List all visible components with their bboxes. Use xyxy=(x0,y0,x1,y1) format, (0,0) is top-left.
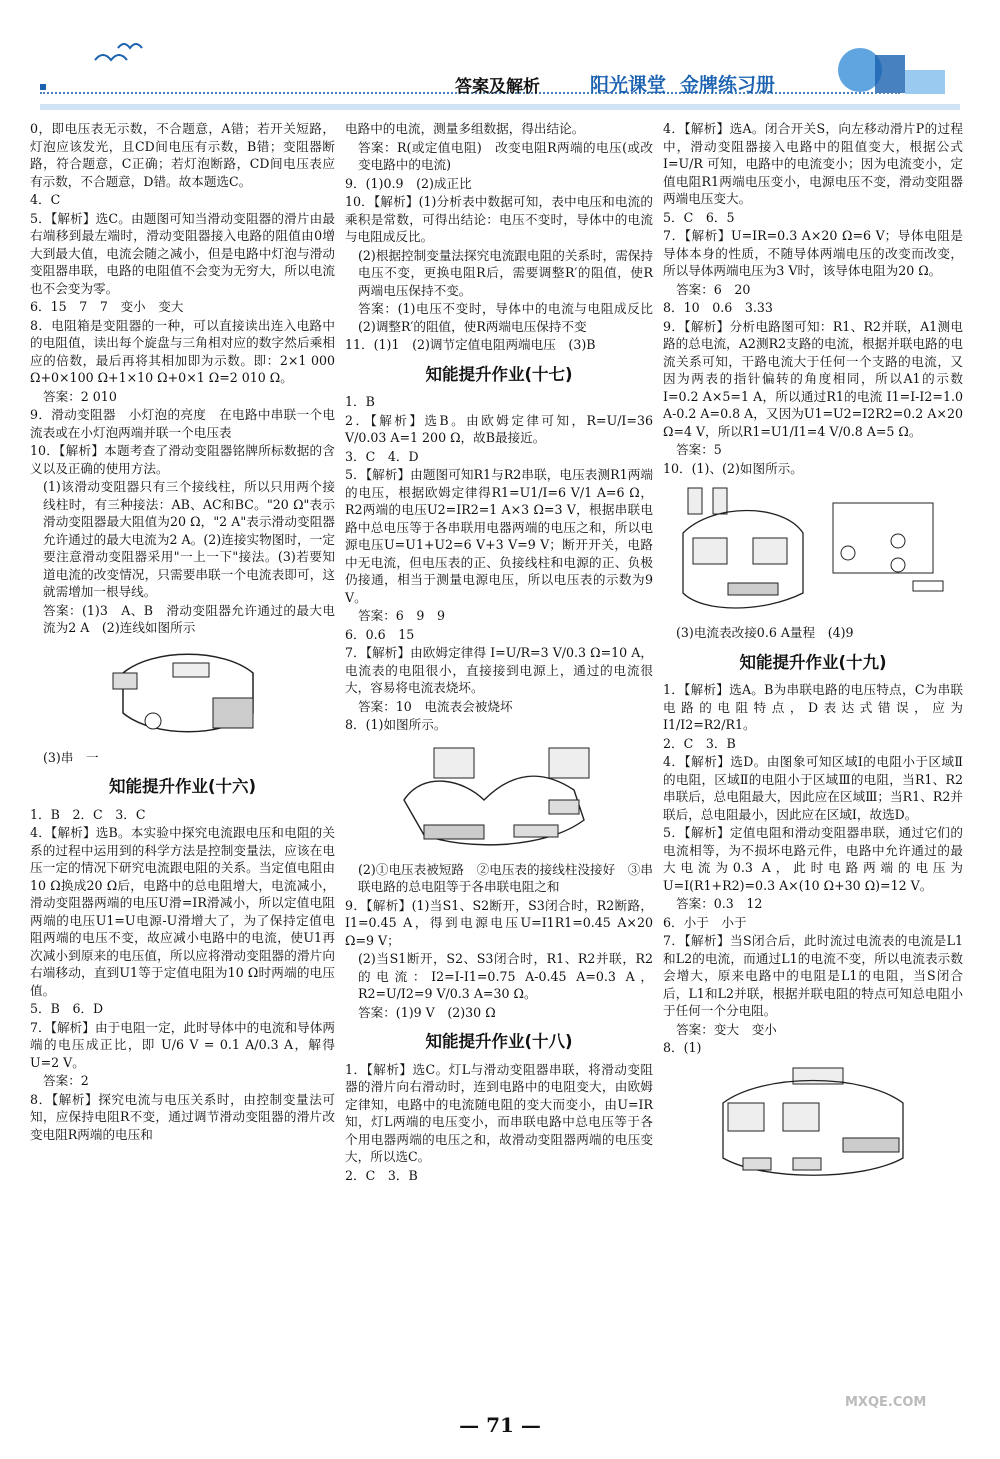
text-para: 5．C 6．5 xyxy=(663,209,735,225)
text-para: 8．【解析】探究电流与电压关系时，由控制变量法可知，应保持电阻R不变，通过调节滑动变阻器的滑片改变电阻R两端的电压和 xyxy=(30,1091,335,1142)
text-para: 2．【解析】选B。由欧姆定律可知，R=U/I=36 V/0.03 A=1 200 Ω，故B最接近。 xyxy=(345,412,653,445)
answer-line: (3)电流表改接0.6 A量程 (4)9 xyxy=(676,625,854,640)
column-3 xyxy=(663,120,963,1189)
page-header xyxy=(0,0,1000,118)
header-title: 答案及解析 xyxy=(455,77,540,97)
text-para: 9．(1)0.9 (2)成正比 xyxy=(345,175,472,191)
bird-icon xyxy=(118,44,142,48)
text-para: 8．(1)如图所示。 xyxy=(345,717,447,732)
section-title-17: 知能提升作业(十七) xyxy=(425,364,573,384)
circuit-figure xyxy=(384,740,614,855)
text-para: 10．【解析】(1)分析表中数据可知，表中电压和电流的乘积是常数，可得出结论：电压不变时，导体中的电流与电阻成反比。 xyxy=(345,194,653,244)
text-para: 1．B xyxy=(345,394,375,409)
text-para: 8．(1) xyxy=(663,1040,702,1055)
text-para: 8．10 0.6 3.33 xyxy=(663,300,773,315)
text-para: 4．【解析】选A。闭合开关S，向左移动滑片P的过程中，滑动变阻器接入电路中的阻值变大，根据公式 I=U/R 可知，电路中的电流变小；因为电流变小，定值电阻R1两端电压变小，电源电压不变，滑动变阻器两端电压变大。 xyxy=(663,121,963,206)
text-para: 5．B 6．D xyxy=(30,1001,104,1016)
answer-line: 答案：R(或定值电阻) 改变电阻R两端的电压(或改变电路中的电流) xyxy=(358,139,653,172)
text-para: 2．C 3．B xyxy=(663,735,736,751)
watermark: MXQE.COM xyxy=(845,1395,927,1410)
page-number: — 71 — xyxy=(459,1413,541,1437)
answer-line: 答案：0.3 12 xyxy=(676,896,763,911)
text-para: (1)该滑动变阻器只有三个接线柱，所以只用两个接线柱时，有三种接法：AB、AC和BC。"20 Ω"表示滑动变阻器最大阻值为20 Ω，"2 A"表示滑动变阻器允许通过的最大电流为2 A。(2)连接实物图时，一定要注意滑动变阻器采用"一上一下"接法。(3)若要知道电流的改变情况，只需要串联一个电流表即可，这就需增加一根导线。 xyxy=(43,479,335,599)
answer-line: 答案：(1)电压不变时，导体中的电流与电阻成反比 (2)调整R′的阻值，使R两端电压保持不变 xyxy=(358,301,666,334)
text-para: 9．【解析】分析电路图可知：R1、R2并联，A1测电路的总电流，A2测R2支路的电流，根据并联电路的电流关系可知，干路电流大于任何一个支路的电流，又因为两表的指针偏转的角度相同，所以A1的示数 I=0.2 A×5=1 A，所以通过R1的电流 I1=I-I2=1.0 A-0.2 A=0.8 A，又因为U1=U2=I2R2=0.2 A×20 Ω=4 V，所以R1=U1/I1=4 V/0.8 A=5 Ω。 xyxy=(663,318,963,439)
header-brand xyxy=(590,70,789,97)
text-para: 11．(1)1 (2)调节定值电阻两端电压 (3)B xyxy=(345,337,596,352)
text-para: 10．(1)、(2)如图所示。 xyxy=(663,460,803,476)
text-para: (2)①电压表被短路 ②电压表的接线柱没接好 ③串联电路的总电阻等于各串联电阻之和 xyxy=(358,861,653,894)
text-para: 7．【解析】由欧姆定律得 I=U/R=3 V/0.3 Ω=10 A，电流表的电阻很小，直接接到电源上，通过的电流很大，容易将电流表烧坏。 xyxy=(345,645,653,695)
text-para: 2．C 3．B xyxy=(345,1167,418,1183)
text-para: 8．电阻箱是变阻器的一种，可以直接读出连入电路中的电阻值，读出每个旋盘与三角相对应的数字然后乘相应的倍数，最后再将其相加即为示数。即：2×1 000 Ω+0×100 Ω+1×10 Ω+0×1 Ω=2 010 Ω。 xyxy=(30,317,335,385)
text-para: 6．小于 小于 xyxy=(663,914,747,930)
text-para: 4．【解析】选B。本实验中探究电流跟电压和电阻的关系的过程中运用到的科学方法是控制变量法，应该在电压一定的情况下研究电流跟电阻的关系。当定值电阻由10 Ω换成20 Ω后，电路中的总电阻增大，电流减小，滑动变阻器两端的电压U滑=IR滑减小，所以定值电阻两端的电压U1=U电源-U滑增大了，为了保持定值电阻两端的电压不变，故应减小电路中的电流，使U1再次减小到原来的电压值，所以应将滑动变阻器的滑片向右端移动，直到U1等于定值电阻为10 Ω时两端的电压值。 xyxy=(30,825,335,998)
brand-a: 阳光课堂 xyxy=(590,74,667,96)
text-para: 4．【解析】选D。由图象可知区域Ⅰ的电阻小于区域Ⅱ的电阻，区域Ⅱ的电阻小于区域Ⅲ的电阻，当R1、R2串联后，总电阻最大，因此应在区域Ⅲ；当R1、R2并联后，总电阻最小，因此应在区域Ⅰ，故选D。 xyxy=(663,754,963,822)
text-para: 0，即电压表无示数，不合题意，A错；若开关短路，灯泡应该发光，且CD间电压有示数，B错；变阻器断路，符合题意，C正确；若灯泡断路，CD间电压表应有示数，不合题意，D错。故本题选C。 xyxy=(30,121,335,189)
brand-b: 金牌练习册 xyxy=(680,74,776,96)
text-para: 4．C xyxy=(30,192,61,207)
circuit-figure xyxy=(703,1063,923,1183)
text-para: (2)根据控制变量法探究电流跟电阻的关系时，需保持电压不变，更换电阻R后，需要调整R′的阻值，使R两端电压保持不变。 xyxy=(358,247,653,298)
circuit-figure xyxy=(673,483,953,618)
answer-line: 答案：5 xyxy=(676,442,722,457)
text-para: 5．【解析】定值电阻和滑动变阻器串联，通过它们的电流相等，为不损坏电路元件，电路中允许通过的最大电流为0.3 A，此时电路两端的电压为U=I(R1+R2)=0.3 A×(10 Ω+30 Ω)=12 V。 xyxy=(663,825,963,893)
text-para: (2)当S1断开，S2、S3闭合时，R1、R2并联，R2的电流：I2=I-I1=0.75 A-0.45 A=0.3 A，R2=U/I2=9 V/0.3 A=30 Ω。 xyxy=(358,951,653,1001)
answer-line: 答案：10 电流表会被烧坏 xyxy=(358,698,513,714)
answer-line: 答案：变大 变小 xyxy=(676,1021,777,1037)
text-para: 10．【解析】本题考查了滑动变阻器铭牌所标数据的含义以及正确的使用方法。 xyxy=(30,443,335,476)
column-1 xyxy=(30,120,335,1144)
text-para: 7．【解析】由于电阻一定，此时导体中的电流和导体两端的电压成正比，即 U/6 V = 0.1 A/0.3 A，解得U=2 V。 xyxy=(30,1019,335,1070)
text-para: 9．【解析】(1)当S1、S2断开，S3闭合时，R2断路，I1=0.45 A，得到电源电压U=I1R1=0.45 A×20 Ω=9 V； xyxy=(345,897,653,948)
text-para: 6．0.6 15 xyxy=(345,626,415,642)
answer-line: 答案：2 xyxy=(43,1073,89,1088)
text-para: 1．B 2．C 3．C xyxy=(30,806,146,822)
header-decoration xyxy=(0,0,1000,118)
text-para: 9．滑动变阻器 小灯泡的亮度 在电路中串联一个电流表或在小灯泡两端并联一个电压表 xyxy=(30,407,335,440)
bird-icon xyxy=(95,55,127,60)
column-2 xyxy=(345,120,666,1185)
text-para: 6．15 7 7 变小 变大 xyxy=(30,299,184,314)
text-para: 5．【解析】选C。由题图可知当滑动变阻器的滑片由最右端移到最左端时，滑动变阻器接入电路的阻值由0增大到最大值，电流会随之减小，但是电路中灯泡与滑动变阻器串联，电路的电阻值不会变为无穷大，所以电流也不会变为零。 xyxy=(30,210,335,296)
text-para: 5．【解析】由题图可知R1与R2串联，电压表测R1两端的电压，根据欧姆定律得R1=U1/I=6 V/1 A=6 Ω，R2两端的电压U2=IR2=1 A×3 Ω=3 V，根据串联电路中总电压等于各串联用电器两端的电压之和，所以电源电压U=U1+U2=6 V+3 V=9 V；断开开关，电路中无电流，但电压表的正、负接线柱和电源的正、负极仍接通，相当于测量电源电压，所以电压表的示数为9 V。 xyxy=(345,467,653,605)
text-para: 电路中的电流，测量多组数据，得出结论。 xyxy=(345,121,585,136)
answer-line: (3)串 一 xyxy=(43,749,99,765)
answer-line: 答案：6 20 xyxy=(676,281,751,297)
answer-line: 答案：2 010 xyxy=(43,388,117,404)
text-para: 1．【解析】选A。B为串联电路的电压特点，C为串联电路的电阻特点，D表达式错误，应为 I1/I2=R2/R1。 xyxy=(663,682,963,732)
section-title-18: 知能提升作业(十八) xyxy=(425,1032,573,1051)
section-title-19: 知能提升作业(十九) xyxy=(739,652,887,672)
text-para: 3．C 4．D xyxy=(345,448,419,464)
answer-line: 答案：6 9 9 xyxy=(358,608,446,623)
text-para: 7．【解析】U=IR=0.3 A×20 Ω=6 V；导体电阻是导体本身的性质，不随导体两端电压的改变而改变，所以导体两端电压为3 V时，该导体电阻为20 Ω。 xyxy=(663,228,963,278)
text-para: 7．【解析】当S闭合后，此时流过电流表的电流是L1和L2的电流，而通过L1的电流不变，所以电流表示数会增大，原来电路中的电阻是L1的电阻，当S闭合后，L1和L2并联，根据并联电阻的特点可知总电阻小于任何一个分电阻。 xyxy=(663,933,963,1018)
answer-line: 答案：(1)9 V (2)30 Ω xyxy=(358,1004,496,1020)
section-title-16: 知能提升作业(十六) xyxy=(108,777,257,796)
text-para: 1．【解析】选C。灯L与滑动变阻器串联，将滑动变阻器的滑片向右滑动时，连到电路中的电阻变大，由欧姆定律知，电路中的电流随电阻的变大而变小，由U=IR知，灯L两端的电压变小，而串联电路中总电压等于各个用电器两端的电压之和，故滑动变阻器两端的电压变大，所以选C。 xyxy=(345,1061,653,1164)
circuit-figure xyxy=(93,643,273,743)
answer-line: 答案：(1)3 A、B 滑动变阻器允许通过的最大电流为2 A (2)连线如图所示 xyxy=(43,602,335,635)
